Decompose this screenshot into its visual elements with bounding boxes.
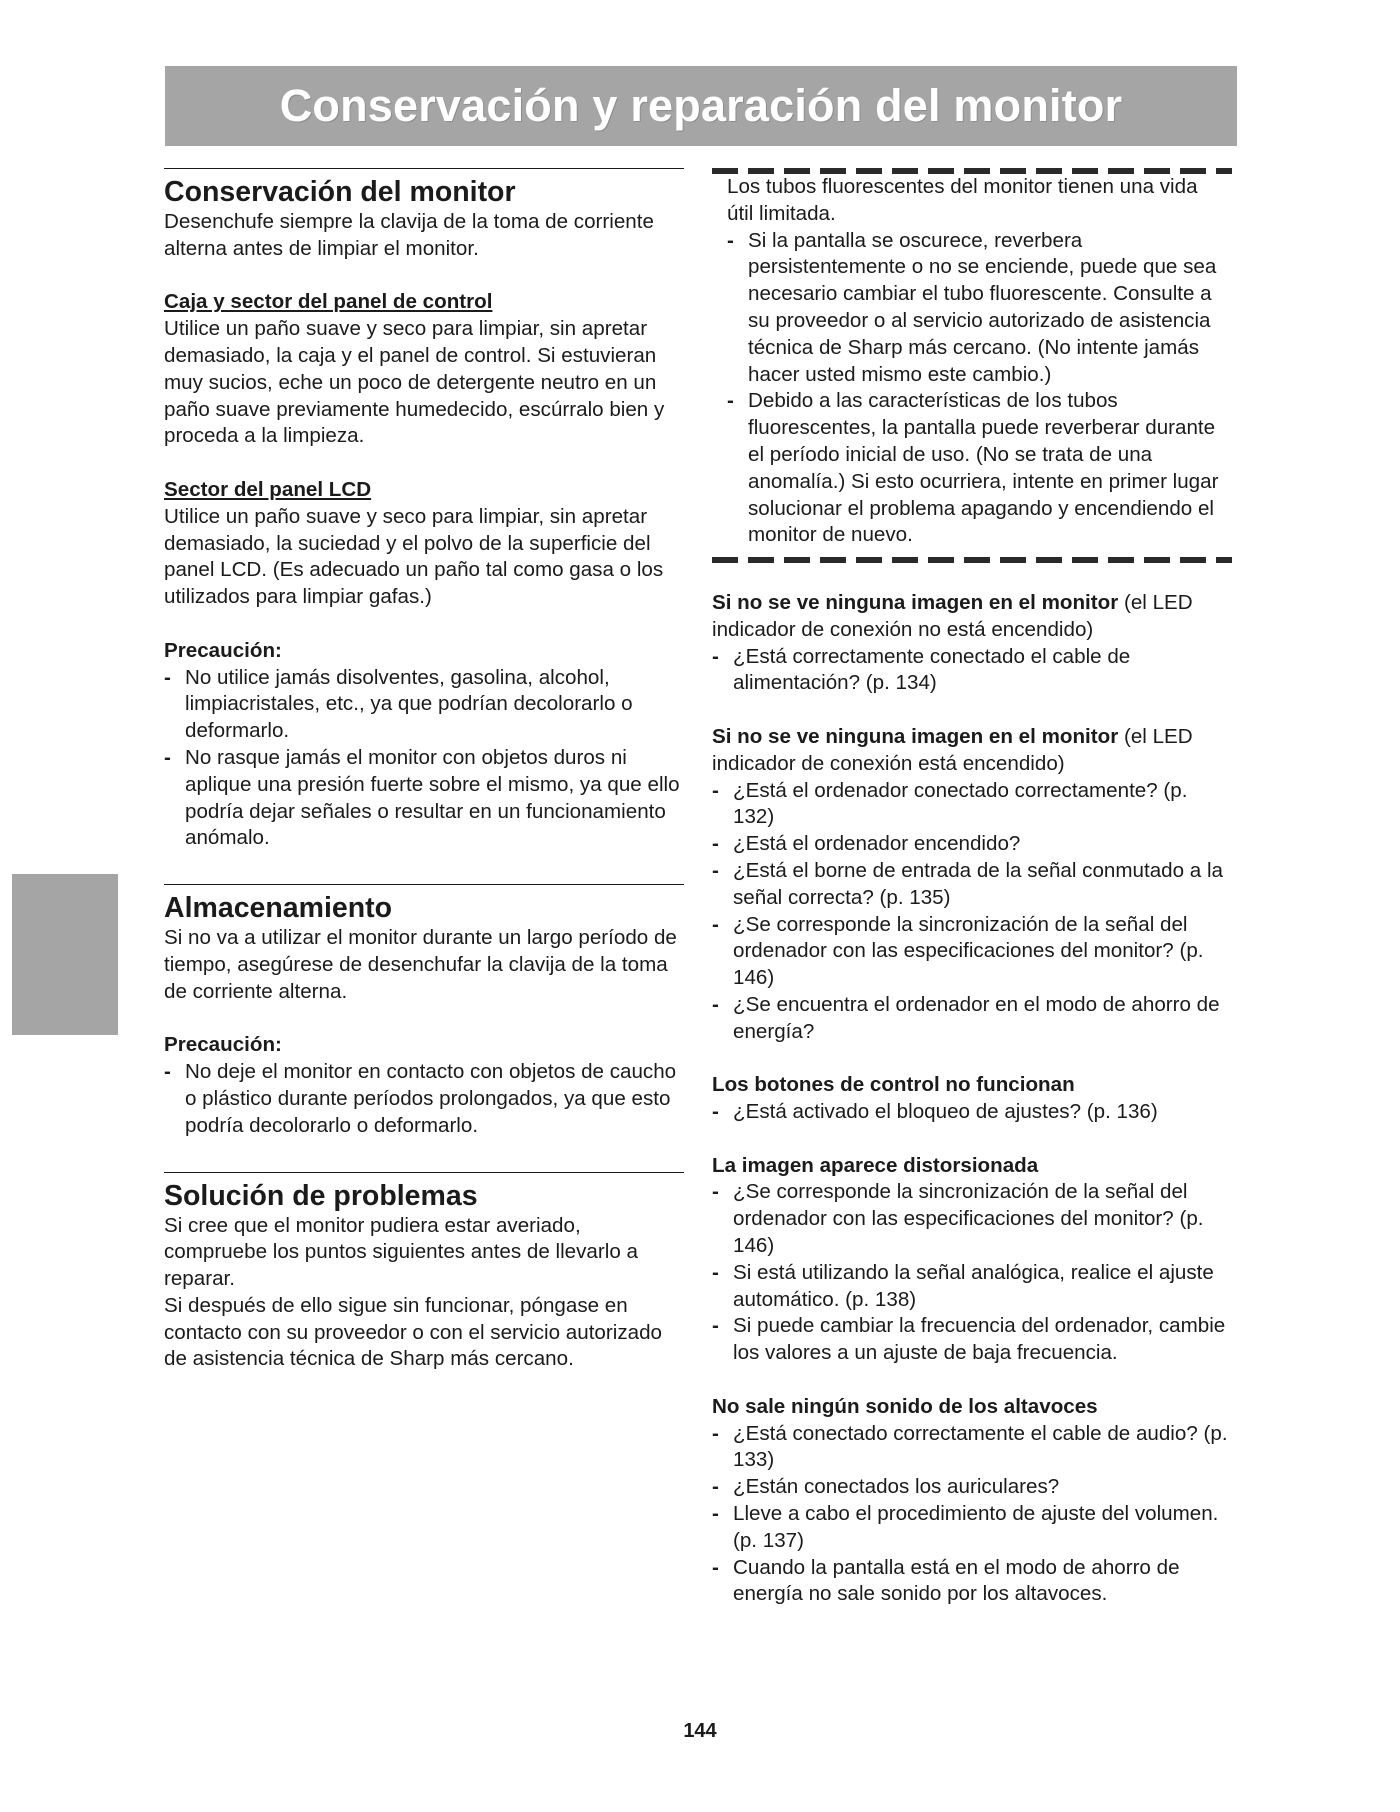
list-item: - ¿Se encuentra el ordenador en el modo de ahorro de energía?	[712, 992, 1232, 1046]
care-intro: Desenchufe siempre la clavija de la toma de corriente alterna antes de limpiar el monitor.	[164, 210, 654, 260]
page-number: 144	[683, 1720, 717, 1742]
list-item: - No rasque jamás el monitor con objetos duros ni aplique una presión fuerte sobre el mismo, ya que ello podría dejar señales o resultar en un funcionamiento anómalo.	[164, 745, 684, 852]
check-list	[712, 778, 1232, 1046]
check-list	[712, 1179, 1232, 1367]
troubleshooting-text-1: Si cree que el monitor pudiera estar averiado, compruebe los puntos siguientes antes de llevarlo a reparar.	[164, 1213, 638, 1291]
subheading-cabinet: Caja y sector del panel de control	[164, 290, 493, 314]
list-item: - ¿Está el borne de entrada de la señal conmutado a la señal correcta? (p. 135)	[712, 858, 1232, 912]
caution-list	[164, 665, 684, 853]
left-column	[164, 168, 684, 1373]
chapter-title: Conservación y reparación del monitor	[279, 80, 1123, 131]
list-item: - Si está utilizando la señal analógica, realice el ajuste automático. (p. 138)	[712, 1260, 1232, 1314]
chapter-title-banner	[165, 66, 1237, 146]
storage-text: Si no va a utilizar el monitor durante un largo período de tiempo, asegúrese de desenchufar la clavija de la toma de corriente alterna.	[164, 926, 677, 1003]
list-item: - ¿Está correctamente conectado el cable de alimentación? (p. 134)	[712, 644, 1232, 698]
troubleshooting-text-2: Si después de ello sigue sin funcionar, póngase en contacto con su proveedor o con el servicio autorizado de asistencia técnica de Sharp más cercano.	[164, 1293, 662, 1371]
caution-heading: Precaución:	[164, 1033, 282, 1057]
list-item: - ¿Está conectado correctamente el cable de audio? (p. 133)	[712, 1421, 1232, 1475]
check-list	[712, 1099, 1232, 1126]
list-item: - ¿Se corresponde la sincronización de la señal del ordenador con las especificaciones del monitor? (p. 146)	[712, 1179, 1232, 1259]
subheading-lcd: Sector del panel LCD	[164, 477, 372, 501]
cabinet-text: Utilice un paño suave y seco para limpiar, sin apretar demasiado, la caja y el panel de control. Si estuvieran muy sucios, eche un poco de detergente neutro en un paño suave previamente humedecido, escúrralo bien y proceda a la limpieza.	[164, 317, 665, 448]
chapter-side-tab	[12, 874, 118, 1035]
note-intro: Los tubos fluorescentes del monitor tienen una vida útil limitada.	[727, 175, 1198, 225]
list-item: - ¿Está el ordenador encendido?	[712, 831, 1232, 858]
list-item: - Lleve a cabo el procedimiento de ajuste del volumen. (p. 137)	[712, 1501, 1232, 1555]
section-title-care: Conservación del monitor	[164, 168, 684, 209]
check-list	[712, 644, 1232, 698]
problem-no-image-led-on	[712, 724, 1232, 778]
right-column	[712, 168, 1232, 1608]
fluorescent-tube-note	[712, 174, 1232, 549]
list-item: - No utilice jamás disolventes, gasolina, alcohol, limpiacristales, etc., ya que podrían decolorarlo o deformarlo.	[164, 665, 684, 745]
problem-title: Si no se ve ninguna imagen en el monitor	[712, 590, 1119, 614]
check-list	[712, 1421, 1232, 1609]
list-item: - ¿Está activado el bloqueo de ajustes? (p. 136)	[712, 1099, 1232, 1126]
note-list	[727, 228, 1224, 550]
section-title-storage: Almacenamiento	[164, 884, 684, 925]
list-item: - Debido a las características de los tubos fluorescentes, la pantalla puede reverberar durante el período inicial de uso. (No se trata de una anomalía.) Si esto ocurriera, intente en primer lugar solucionar el problema apagando y encendiendo el monitor de nuevo.	[727, 388, 1224, 549]
list-item: - No deje el monitor en contacto con objetos de caucho o plástico durante períodos prolongados, ya que esto podría decolorarlo o deformarlo.	[164, 1059, 684, 1139]
caution-heading: Precaución:	[164, 638, 282, 662]
problem-title-distorted: La imagen aparece distorsionada	[712, 1153, 1039, 1177]
problem-title-rest: (el LED indicador de conexión no está encendido)	[712, 590, 1193, 641]
problem-title: Si no se ve ninguna imagen en el monitor	[712, 724, 1119, 748]
problem-title-no-sound: No sale ningún sonido de los altavoces	[712, 1394, 1098, 1418]
section-title-troubleshooting: Solución de problemas	[164, 1172, 684, 1213]
lcd-text: Utilice un paño suave y seco para limpiar, sin apretar demasiado, la suciedad y el polvo de la superficie del panel LCD. (Es adecuado un paño tal como gasa o los utilizados para limpiar gafas.)	[164, 504, 664, 609]
list-item: - ¿Se corresponde la sincronización de la señal del ordenador con las especificaciones del monitor? (p. 146)	[712, 912, 1232, 992]
caution-list	[164, 1059, 684, 1139]
list-item: - ¿Está el ordenador conectado correctamente? (p. 132)	[712, 778, 1232, 832]
list-item: - Si puede cambiar la frecuencia del ordenador, cambie los valores a un ajuste de baja frecuencia.	[712, 1313, 1232, 1367]
problem-no-image-led-off	[712, 590, 1232, 644]
problem-title-controls: Los botones de control no funcionan	[712, 1073, 1075, 1097]
list-item: - Cuando la pantalla está en el modo de ahorro de energía no sale sonido por los altavoces.	[712, 1555, 1232, 1609]
list-item: - Si la pantalla se oscurece, reverbera persistentemente o no se enciende, puede que sea necesario cambiar el tubo fluorescente. Consulte a su proveedor o al servicio autorizado de asistencia técnica de Sharp más cercano. (No intente jamás hacer usted mismo este cambio.)	[727, 228, 1224, 389]
list-item: - ¿Están conectados los auriculares?	[712, 1474, 1232, 1501]
problem-title-rest: (el LED indicador de conexión está encendido)	[712, 724, 1193, 775]
